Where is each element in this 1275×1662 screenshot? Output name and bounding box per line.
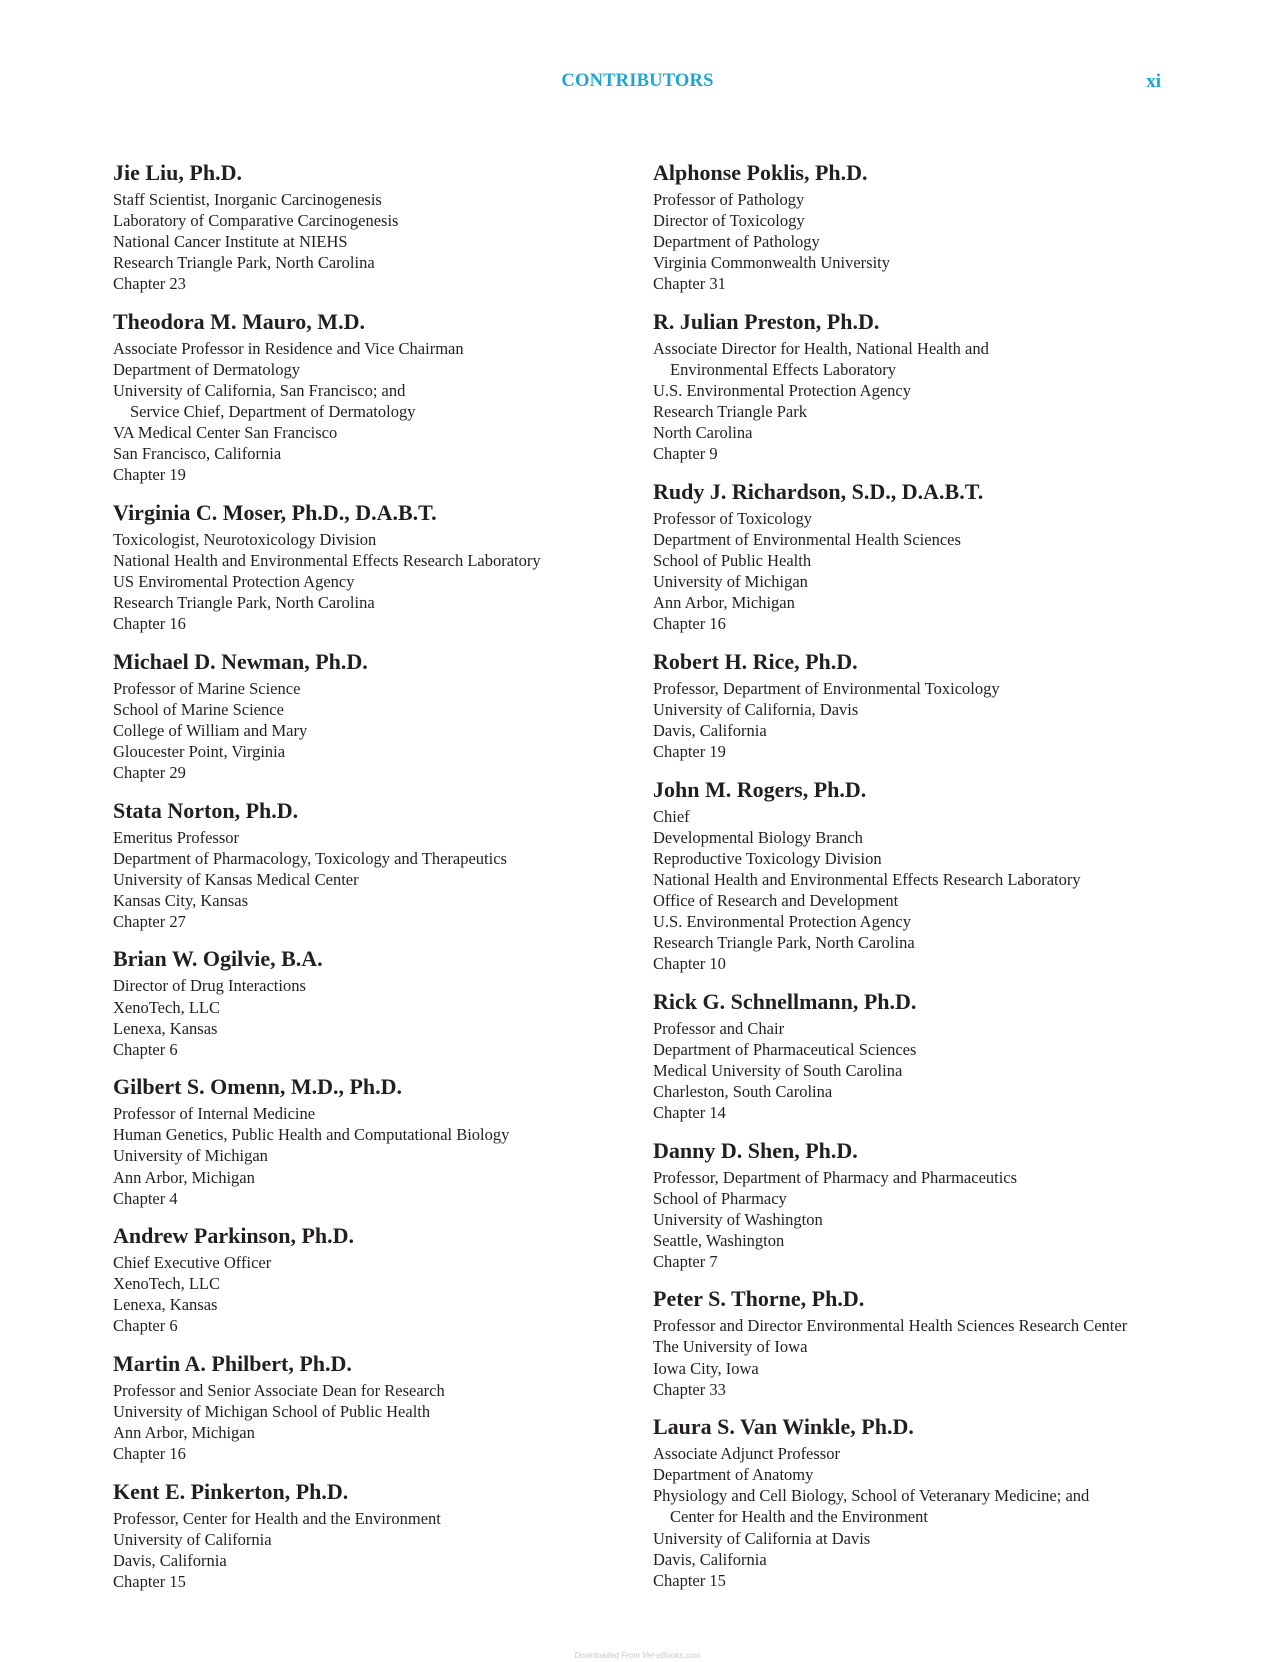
affiliation-line: Director of Toxicology — [653, 211, 805, 231]
contributor-entry — [113, 1220, 633, 1336]
contributor-entry — [653, 646, 1213, 762]
contributor-name: Rick G. Schnellmann, Ph.D. — [653, 988, 917, 1014]
affiliation-line: Chapter 14 — [653, 1103, 726, 1123]
affiliation-line: Associate Professor in Residence and Vice Chairman — [113, 338, 464, 358]
affiliation-line: Chapter 16 — [653, 614, 726, 634]
affiliation-line: Professor of Pathology — [653, 190, 805, 209]
affiliation-line: National Health and Environmental Effects Research Laboratory — [113, 551, 541, 570]
affiliation-line: VA Medical Center San Francisco — [113, 423, 338, 443]
affiliation-line: Chapter 19 — [653, 742, 726, 762]
contributor-entry — [653, 774, 1213, 975]
affiliation-line: University of Michigan — [653, 572, 808, 592]
affiliation-line: Chapter 19 — [113, 465, 186, 485]
affiliation-line: Chapter 9 — [653, 444, 718, 464]
affiliation-line: U.S. Environmental Protection Agency — [653, 381, 911, 401]
affiliation-line: Ann Arbor, Michigan — [113, 1423, 255, 1443]
affiliation-line: Iowa City, Iowa — [653, 1358, 759, 1378]
contributor-name: Martin A. Philbert, Ph.D. — [113, 1350, 352, 1376]
contributor-name: John M. Rogers, Ph.D. — [653, 776, 867, 802]
contributor-entry — [653, 986, 1213, 1123]
affiliation-line: Professor, Department of Environmental Toxicology — [653, 678, 1000, 698]
contributor-name: Laura S. Van Winkle, Ph.D. — [653, 1414, 914, 1440]
affiliation-line: Department of Anatomy — [653, 1465, 814, 1485]
affiliation-line: Human Genetics, Public Health and Computational Biology — [113, 1125, 510, 1145]
affiliation-line: Physiology and Cell Biology, School of Veteranary Medicine; and — [653, 1486, 1090, 1506]
affiliation-line: Charleston, South Carolina — [653, 1081, 833, 1101]
contributor-name: R. Julian Preston, Ph.D. — [653, 308, 880, 334]
contributor-entry — [653, 1283, 1213, 1399]
affiliation-line: Chapter 6 — [113, 1316, 178, 1336]
affiliation-line: Professor and Chair — [653, 1018, 785, 1038]
contributor-name: Jie Liu, Ph.D. — [113, 160, 242, 185]
affiliation-line: Chapter 16 — [113, 614, 186, 634]
affiliation-line: U.S. Environmental Protection Agency — [653, 912, 911, 931]
affiliation-line: Environmental Effects Laboratory — [670, 359, 897, 379]
affiliation-line: Office of Research and Development — [653, 890, 899, 910]
affiliation-line: Research Triangle Park, North Carolina — [653, 933, 915, 953]
contributor-entry — [113, 943, 633, 1059]
affiliation-line: Department of Pharmaceutical Sciences — [653, 1039, 917, 1059]
contributor-entry — [113, 1348, 633, 1464]
affiliation-line: University of California — [113, 1529, 272, 1549]
contributor-name: Virginia C. Moser, Ph.D., D.A.B.T. — [113, 499, 437, 525]
affiliation-line: Chapter 10 — [653, 954, 726, 974]
affiliation-line: Research Triangle Park, North Carolina — [113, 593, 375, 613]
affiliation-line: Service Chief, Department of Dermatology — [130, 402, 416, 422]
affiliation-line: Professor, Department of Pharmacy and Pharmaceutics — [653, 1167, 1018, 1187]
contributor-entry — [113, 1476, 633, 1592]
affiliation-line: Chapter 6 — [113, 1039, 178, 1059]
contributors-left-column — [113, 157, 633, 1603]
affiliation-line: University of Michigan — [113, 1146, 268, 1166]
contributor-entry — [113, 1071, 633, 1208]
affiliation-line: Medical University of South Carolina — [653, 1060, 903, 1080]
affiliation-line: Research Triangle Park — [653, 402, 807, 422]
affiliation-line: National Health and Environmental Effects Research Laboratory — [653, 869, 1081, 889]
affiliation-line: University of California, San Francisco; and — [113, 381, 406, 401]
affiliation-line: Center for Health and the Environment — [670, 1507, 928, 1527]
affiliation-line: The University of Iowa — [653, 1337, 808, 1357]
affiliation-line: Emeritus Professor — [113, 827, 240, 847]
affiliation-line: National Cancer Institute at NIEHS — [113, 232, 348, 252]
affiliation-line: College of William and Mary — [113, 720, 308, 740]
affiliation-line: Lenexa, Kansas — [113, 1018, 218, 1038]
affiliation-line: Associate Adjunct Professor — [653, 1444, 840, 1464]
contributor-entry — [653, 306, 1213, 465]
contributor-name: Kent E. Pinkerton, Ph.D. — [113, 1478, 349, 1504]
affiliation-line: Gloucester Point, Virginia — [113, 742, 286, 762]
affiliation-line: University of California, Davis — [653, 699, 859, 719]
affiliation-line: Professor and Senior Associate Dean for Research — [113, 1380, 445, 1400]
contributor-name: Andrew Parkinson, Ph.D. — [113, 1223, 355, 1249]
affiliation-line: XenoTech, LLC — [113, 1274, 220, 1294]
contributor-name: Alphonse Poklis, Ph.D. — [653, 160, 868, 185]
affiliation-line: University of Michigan School of Public Health — [113, 1401, 431, 1421]
affiliation-line: Department of Environmental Health Sciences — [653, 529, 961, 549]
affiliation-line: Davis, California — [653, 1549, 767, 1569]
affiliation-line: Chapter 31 — [653, 274, 726, 294]
contributor-name: Robert H. Rice, Ph.D. — [653, 648, 858, 674]
affiliation-line: Chapter 4 — [113, 1188, 178, 1208]
contributor-entry — [653, 476, 1213, 635]
affiliation-line: Davis, California — [653, 720, 767, 740]
affiliation-line: Chapter 27 — [113, 912, 186, 931]
affiliation-line: Professor of Toxicology — [653, 508, 812, 528]
contributor-name: Michael D. Newman, Ph.D. — [113, 648, 368, 674]
contributor-name: Danny D. Shen, Ph.D. — [653, 1137, 858, 1163]
contributor-entry — [113, 795, 633, 932]
affiliation-line: Research Triangle Park, North Carolina — [113, 253, 375, 273]
contributor-entry — [113, 306, 633, 486]
affiliation-line: Chapter 29 — [113, 763, 186, 783]
affiliation-line: Department of Pathology — [653, 232, 820, 252]
affiliation-line: XenoTech, LLC — [113, 997, 220, 1017]
affiliation-line: Staff Scientist, Inorganic Carcinogenesis — [113, 190, 382, 209]
contributors-right-column — [653, 157, 1213, 1602]
contributor-name: Rudy J. Richardson, S.D., D.A.B.T. — [653, 478, 984, 504]
download-watermark: Downloaded From Vet-eBooks.com — [574, 1651, 701, 1660]
affiliation-line: Lenexa, Kansas — [113, 1295, 218, 1315]
affiliation-line: US Enviromental Protection Agency — [113, 572, 355, 592]
affiliation-line: Associate Director for Health, National Health and — [653, 338, 989, 358]
affiliation-line: School of Public Health — [653, 551, 812, 570]
affiliation-line: University of California at Davis — [653, 1528, 871, 1548]
affiliation-line: Director of Drug Interactions — [113, 976, 306, 996]
affiliation-line: Chapter 23 — [113, 274, 186, 294]
affiliation-line: Reproductive Toxicology Division — [653, 848, 882, 868]
affiliation-line: Department of Dermatology — [113, 359, 300, 379]
affiliation-line: Chapter 7 — [653, 1251, 718, 1271]
page-number: xi — [1146, 71, 1161, 92]
contributor-name: Gilbert S. Omenn, M.D., Ph.D. — [113, 1074, 403, 1100]
contributor-entry — [113, 157, 633, 294]
affiliation-line: Chief Executive Officer — [113, 1253, 272, 1273]
affiliation-line: North Carolina — [653, 423, 753, 443]
affiliation-line: Virginia Commonwealth University — [653, 253, 891, 273]
contributor-entry — [653, 1135, 1213, 1272]
affiliation-line: Toxicologist, Neurotoxicology Division — [113, 529, 377, 549]
affiliation-line: School of Pharmacy — [653, 1188, 787, 1208]
running-header-title: CONTRIBUTORS — [561, 71, 714, 91]
contributor-entry — [113, 646, 633, 783]
affiliation-line: Davis, California — [113, 1550, 227, 1570]
affiliation-line: Professor of Internal Medicine — [113, 1104, 316, 1124]
affiliation-line: Kansas City, Kansas — [113, 890, 249, 910]
affiliation-line: Developmental Biology Branch — [653, 827, 863, 847]
affiliation-line: University of Washington — [653, 1209, 823, 1229]
affiliation-line: Chapter 15 — [653, 1570, 726, 1590]
affiliation-line: Laboratory of Comparative Carcinogenesis — [113, 211, 399, 231]
contributor-name: Stata Norton, Ph.D. — [113, 797, 299, 823]
contributor-name: Peter S. Thorne, Ph.D. — [653, 1286, 865, 1312]
affiliation-line: Seattle, Washington — [653, 1230, 785, 1250]
contributor-entry — [653, 157, 1213, 294]
contributor-name: Theodora M. Mauro, M.D. — [113, 308, 365, 334]
affiliation-line: San Francisco, California — [113, 444, 282, 464]
affiliation-line: Professor of Marine Science — [113, 678, 301, 698]
affiliation-line: Chief — [653, 806, 690, 826]
affiliation-line: University of Kansas Medical Center — [113, 869, 359, 889]
affiliation-line: Chapter 16 — [113, 1444, 186, 1464]
affiliation-line: Chapter 33 — [653, 1379, 726, 1399]
contributor-name: Brian W. Ogilvie, B.A. — [113, 946, 323, 972]
affiliation-line: School of Marine Science — [113, 699, 284, 719]
contributor-entry — [653, 1411, 1213, 1591]
affiliation-line: Department of Pharmacology, Toxicology and Therapeutics — [113, 848, 507, 868]
affiliation-line: Professor, Center for Health and the Environment — [113, 1508, 441, 1528]
affiliation-line: Chapter 15 — [113, 1571, 186, 1591]
affiliation-line: Ann Arbor, Michigan — [653, 593, 795, 613]
affiliation-line: Professor and Director Environmental Health Sciences Research Center — [653, 1316, 1128, 1336]
affiliation-line: Ann Arbor, Michigan — [113, 1167, 255, 1187]
contributor-entry — [113, 497, 633, 634]
